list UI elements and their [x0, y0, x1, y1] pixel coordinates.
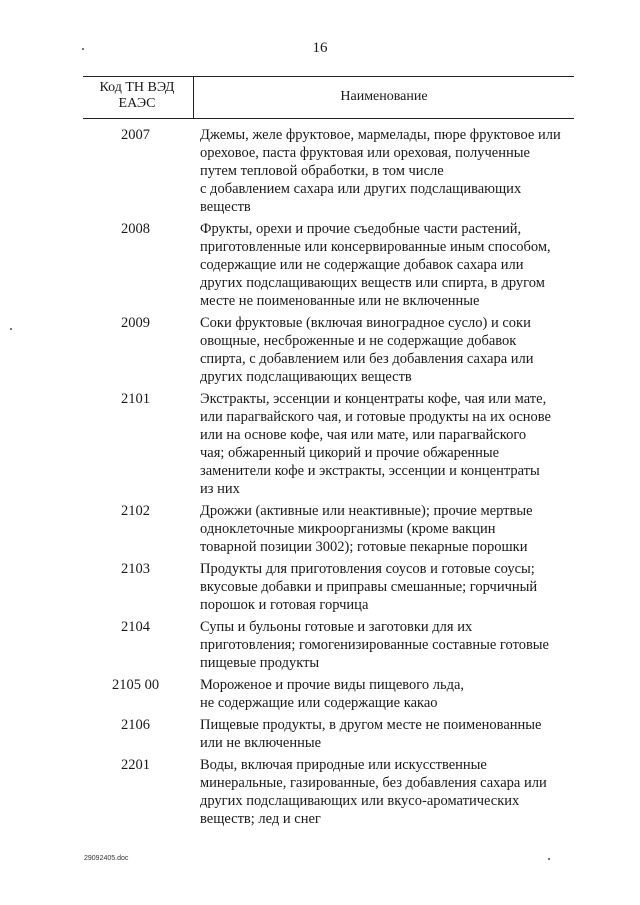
row-code: 2105 00: [111, 677, 160, 693]
table-row: [0, 126, 640, 216]
row-code: 2101: [121, 391, 150, 407]
table-row: [0, 618, 640, 672]
row-description: Супы и бульоны готовые и заготовки для их приготовления; гомогенизированные составные готовые пищевые продукты: [200, 619, 549, 671]
row-code: 2008: [121, 221, 150, 237]
table-row: [0, 390, 640, 498]
header-name-column: Наименование: [340, 89, 428, 104]
row-code: 2104: [121, 619, 150, 635]
row-code: 2106: [121, 717, 150, 733]
footer-file-name: 29092405.doc: [84, 855, 129, 862]
row-code: 2007: [121, 127, 150, 143]
row-description: Продукты для приготовления соусов и готовые соусы; вкусовые добавки и приправы смешанные; горчичный порошок и готовая горчица: [200, 561, 538, 613]
table-row: [0, 756, 640, 828]
table-header: [83, 76, 574, 119]
row-code: 2103: [121, 561, 150, 577]
row-description: Фрукты, орехи и прочие съедобные части растений, приготовленные или консервированные иным способом, содержащие или не содержащие добавок сахара или других подслащивающих веществ или спирта, в другом месте не поименованные или не включенные: [200, 221, 551, 309]
row-code: 2102: [121, 503, 150, 519]
table-row: [0, 314, 640, 386]
table-row: [0, 716, 640, 752]
margin-dot: [82, 48, 84, 50]
row-description: Джемы, желе фруктовое, мармелады, пюре фруктовое или ореховое, паста фруктовая или ореховая, полученные путем тепловой обработки, в том числе с добавлением сахара или других подслащивающих веществ: [200, 127, 561, 215]
row-code: 2009: [121, 315, 150, 331]
row-description: Экстракты, эссенции и концентраты кофе, чая или мате, или парагвайского чая, и готовые продукты на их основе или на основе кофе, чая или мате, или парагвайского чая; обжаренный цикорий и прочие обжаренные заменители кофе и экстракты, эссенции и концентраты из них: [200, 391, 551, 497]
page-number: 16: [312, 40, 328, 56]
table-row: [0, 220, 640, 310]
header-code-label: Код ТН ВЭД ЕАЭС: [99, 80, 175, 111]
table-body: [0, 126, 640, 832]
row-description: Воды, включая природные или искусственные минеральные, газированные, без добавления сахара или других подслащивающих или вкусо-ароматических веществ; лед и снег: [200, 757, 547, 827]
row-description: Дрожжи (активные или неактивные); прочие мертвые одноклеточные микроорганизмы (кроме вакцин товарной позиции 3002); готовые пекарные порошки: [200, 503, 533, 555]
row-description: Пищевые продукты, в другом месте не поименованные или не включенные: [200, 717, 542, 751]
table-row: [0, 676, 640, 712]
margin-dot: [10, 328, 12, 330]
table-row: [0, 502, 640, 556]
header-code-column: [83, 80, 191, 112]
margin-dot: [548, 858, 550, 860]
row-description: Соки фруктовые (включая виноградное сусло) и соки овощные, несброженные и не содержащие добавок спирта, с добавлением или без добавления сахара или других подслащивающих веществ: [200, 315, 534, 385]
row-description: Мороженое и прочие виды пищевого льда, не содержащие или содержащие какао: [200, 677, 465, 711]
row-code: 2201: [121, 757, 150, 773]
table-row: [0, 560, 640, 614]
